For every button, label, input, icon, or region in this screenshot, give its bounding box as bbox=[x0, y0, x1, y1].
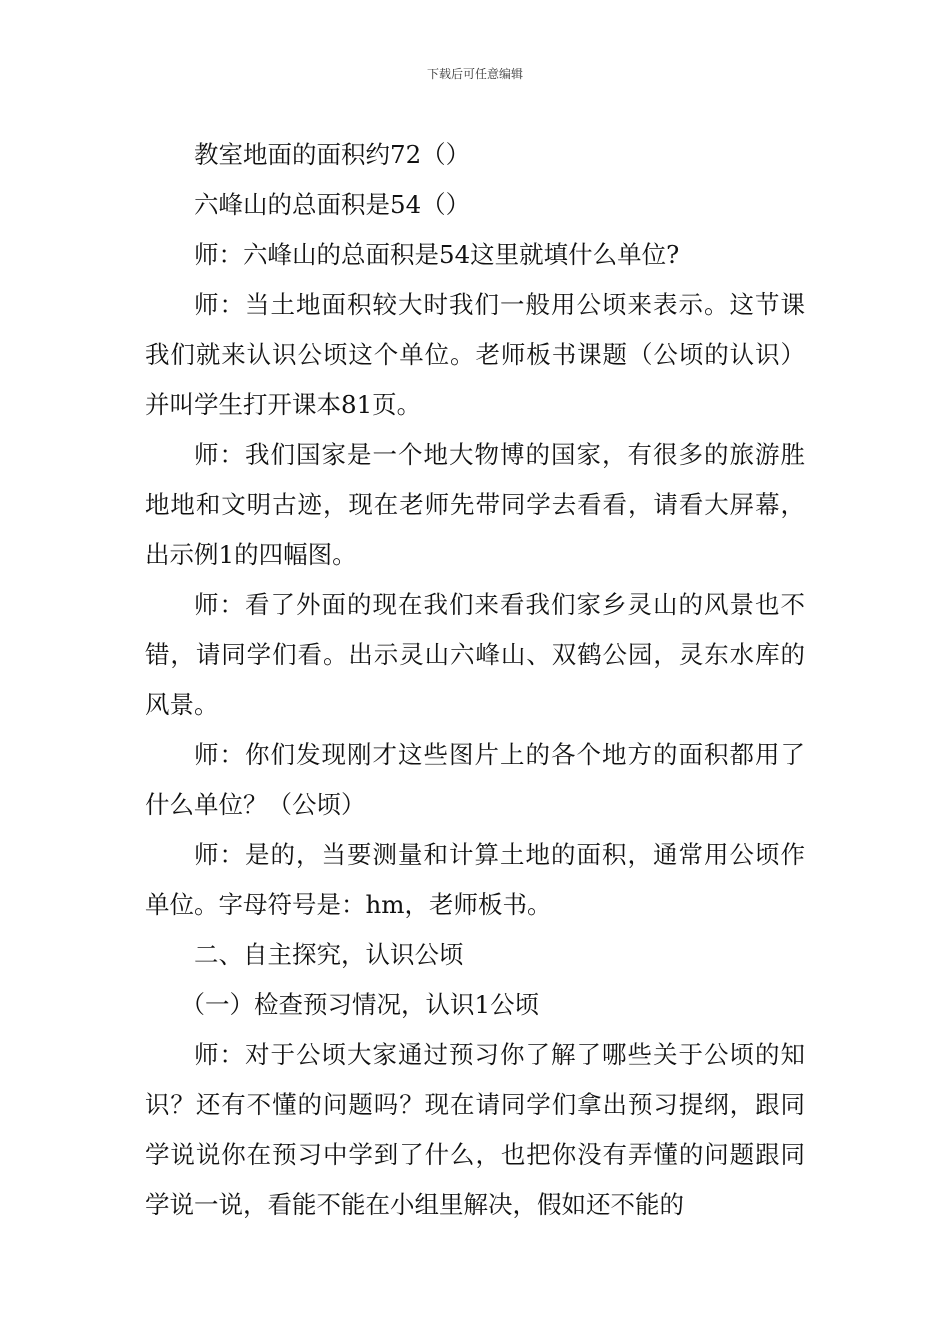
page-header-note: 下载后可任意编辑 bbox=[426, 67, 523, 81]
section-heading: 二、自主探究，认识公顷 bbox=[194, 940, 464, 969]
document-body bbox=[145, 130, 805, 1230]
subsection-heading: （一）检查预习情况，认识1公顷 bbox=[180, 990, 540, 1019]
paragraph-9: 师：对于公顷大家通过预习你了解了哪些关于公顷的知识？还有不懂的问题吗？现在请同学们拿出预习提纲，跟同学说说你在预习中学到了什么，也把你没有弄懂的问题跟同学说一说，看能不能在小组里解决，假如还不能的 bbox=[145, 1040, 805, 1219]
paragraph-2: 六峰山的总面积是54（） bbox=[194, 190, 471, 219]
paragraph-5: 师：我们国家是一个地大物博的国家，有很多的旅游胜地地和文明古迹，现在老师先带同学去看看，请看大屏幕，出示例1的四幅图。 bbox=[145, 440, 805, 569]
paragraph-1: 教室地面的面积约72（） bbox=[194, 140, 471, 169]
paragraph-8: 师：是的，当要测量和计算土地的面积，通常用公顷作单位。字母符号是：hm，老师板书。 bbox=[145, 840, 805, 919]
paragraph-7: 师：你们发现刚才这些图片上的各个地方的面积都用了什么单位？（公顷） bbox=[145, 740, 805, 819]
paragraph-6: 师：看了外面的现在我们来看我们家乡灵山的风景也不错，请同学们看。出示灵山六峰山、双鹤公园，灵东水库的风景。 bbox=[145, 590, 805, 719]
paragraph-4: 师：当土地面积较大时我们一般用公顷来表示。这节课我们就来认识公顷这个单位。老师板书课题（公顷的认识）并叫学生打开课本81页。 bbox=[145, 290, 805, 419]
paragraph-3: 师：六峰山的总面积是54这里就填什么单位? bbox=[194, 240, 680, 269]
